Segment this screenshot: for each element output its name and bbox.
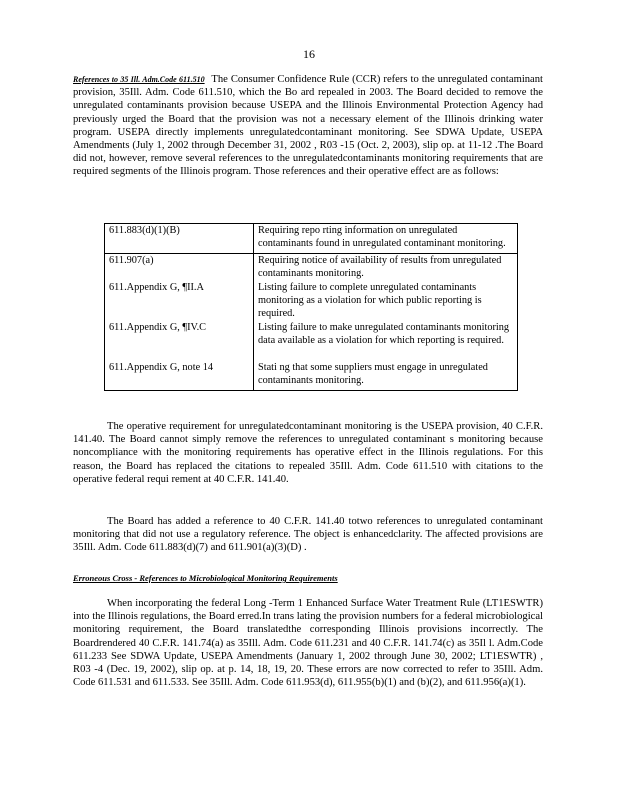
page-number: 16 xyxy=(303,47,315,61)
table-row xyxy=(105,253,518,390)
cite-entry: 611.883(d)(1)(B) xyxy=(109,225,180,236)
section1-paragraph xyxy=(73,73,543,179)
section1-heading: References to 35 Ill. Adm.Code 611.510 xyxy=(73,75,205,84)
paragraph-added-reference: The Board has added a reference to 40 C.F.R. 141.40 totwo references to unregulated contaminant monitoring that did not use a regulatory reference. The object is enhancedclarity. The affected provisions are 35Ill. Adm. Code 611.883(d)(7) and 611.901(a)(3)(D) . xyxy=(73,516,543,554)
cite-entry: 611.907(a) xyxy=(109,254,154,266)
effect-entry: Stati ng that some suppliers must engage in unregulated contaminants monitoring. xyxy=(258,361,488,386)
paragraph-lt1eswtr: When incorporating the federal Long -Term 1 Enhanced Surface Water Treatment Rule (LT1ESWTR) into the Illinois regulations, the Board erred.In trans lating the provision numbers for a federal microbiological monitoring requirement, the Board translatedthe corresponding Illinois provisions incorrectly. The Boardrendered 40 C.F.R. 141.74(a) as 35Ill. Adm. Code 611.231 and 40 C.F.R. 141.74(c) as 35Il l. Adm.Code 611.233 See SDWA Update, USEPA Amendments (January 1, 2002 through June 30, 2002; LT1ESWTR) , R03 -4 (Dec. 19, 2002), slip op. at p. 14, 18, 19, 20. These errors are now corrected to refer to 35Ill. Adm. Code 611.531 and 611.533. See 35Ill. Adm. Code 611.953(d), 611.955(b)(1) and (b)(2), and 611.956(a)(1). xyxy=(73,598,543,689)
table-effect-cell xyxy=(254,253,518,390)
section1-body: The Consumer Confidence Rule (CCR) refers to the unregulated contaminant provision, 35Ill. Adm. Code 611.510, which the Bo ard repealed in 2003. The Board decided to remove the unregulated contaminants provision because USEPA and the Illinois Environmental Protection Agency had previously urged the Board that the provision was not a necessary element of the Illinois drinking water program. USEPA directly implements unregulatedcontaminant monitoring. See SDWA Update, USEPA Amendments (July 1, 2002 through December 31, 2002 , R03 -15 (Oct. 2, 2003), slip op. at 11-12 .The Board did not, however, remove several references to the unregulatedcontaminants monitoring requirements that are required segments of the Illinois program. Those references and their operative effect are as follows: xyxy=(73,74,543,178)
table-cite-cell xyxy=(105,224,254,254)
effect-entry: Listing failure to complete unregulated contaminants monitoring as a violation for which public reporting is required. xyxy=(258,281,482,319)
cite-entry: 611.Appendix G, note 14 xyxy=(109,361,214,373)
table-row xyxy=(105,224,518,254)
section2-heading: Erroneous Cross - References to Microbiological Monitoring Requirements xyxy=(73,573,338,583)
references-table xyxy=(104,223,518,391)
effect-entry: Requiring repo rting information on unregulated contaminants found in unregulated contaminant monitoring. xyxy=(258,225,506,249)
cite-entry: 611.Appendix G, ¶II.A xyxy=(109,281,204,293)
paragraph-operative-requirement: The operative requirement for unregulatedcontaminant monitoring is the USEPA provision, 40 C.F.R. 141.40. The Board cannot simply remove the references to unregulated contaminant s monitoring because noncompliance with the monitoring requirements has operative effect in the Illinois regulations. For this reason, the Board has replaced the citations to repealed 35Ill. Adm. Code 611.510 with citations to the operative federal requi rement at 40 C.F.R. 141.40. xyxy=(73,421,543,485)
cite-entry: 611.Appendix G, ¶IV.C xyxy=(109,321,207,333)
table-cite-cell xyxy=(105,253,254,390)
effect-entry: Listing failure to make unregulated contaminants monitoring data available as a violation for which reporting is required. xyxy=(258,321,510,346)
table-effect-cell xyxy=(254,224,518,254)
effect-entry: Requiring notice of availability of results from unregulated contaminants monitoring. xyxy=(258,254,502,279)
